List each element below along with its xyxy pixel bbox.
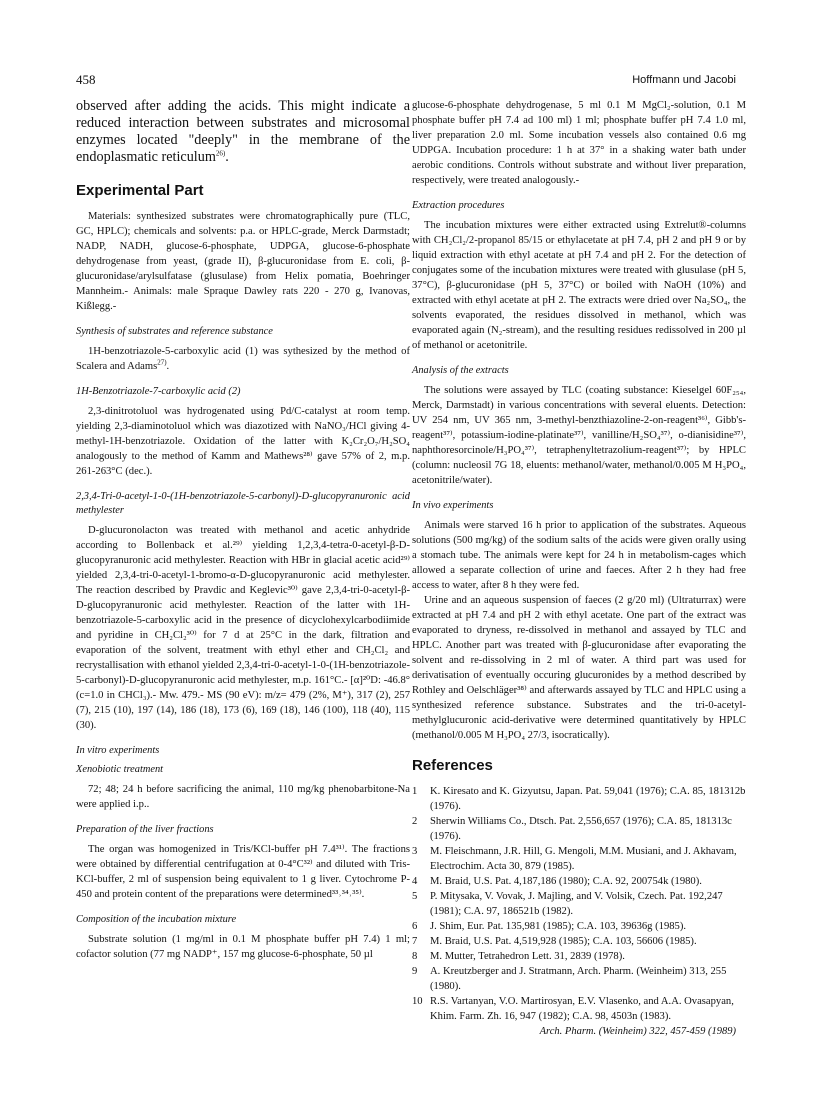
page-number: 458 bbox=[76, 72, 96, 87]
extraction-paragraph: The incubation mixtures were either extracted using Extrelut®-columns with CH₂Cl₂/2-propanol 85/15 or ethylacetate at pH 7.4, pH 2 and pH 9 or by liquid extraction with ethyl acetate at pH 7.4 and pH 2. For the detection of conjugates some of the incubation mixtures were treated with glusulase (pH 5, 37°C), β-glucuronidase (pH 5, 37°C) or boiled with NaOH (10%) and extracted with ethyl acetate at pH 2. The extracts were dried over Na₂SO₄, the solvents evaporated, the residues dissolved in methanol, which was evaporated again (N₂-stream), and the resulting residues redissolved in 200 µl of methanol or acetonitrile. bbox=[412, 220, 746, 351]
incubation-continued: glucose-6-phosphate dehydrogenase, 5 ml 0.1 M MgCl₂-solution, 0.1 M phosphate buffer pH 7.4 ad 100 ml) 1 ml; phosphate buffer pH 7.4 1.0 ml, liver preparation 2.0 ml. Some incubation vessels also contained 0.6 mg UDPGA. Incubation procedure: 1 h at 37° in a shaking water bath under aerobic conditions. Controls without substrate and without liver preparation, respectively, were treated analogously.- bbox=[412, 100, 746, 186]
reference-item bbox=[412, 784, 746, 814]
reference-text: K. Kiresato and K. Gizyutsu, Japan. Pat. 59,041 (1976); C.A. 85, 181312b (1976). bbox=[430, 786, 746, 812]
left-column bbox=[76, 98, 410, 962]
reference-number: 9 bbox=[412, 966, 418, 977]
compound-2-paragraph: 2,3-dinitrotoluol was hydrogenated using Pd/C-catalyst at room temp. yielding 2,3-diaminotoluol which was diazotized with NaNO₃/HCl giving 4-methyl-1H-benzotriazole. Oxidation of the latter with K₂Cr₂O₇/H₂SO₄ analogously to the method of Kamm and Mathews²⁸⁾ gave 57% of 2, m.p. 261-263°C (dec.). bbox=[76, 406, 410, 477]
intro-paragraph bbox=[76, 98, 410, 166]
reference-number: 4 bbox=[412, 876, 418, 887]
reference-item bbox=[412, 934, 746, 949]
compound-3-paragraph: D-glucuronolacton was treated with methanol and acetic anhydride according to Bollenback et al.²⁹⁾ yielding 1,2,3,4-tetra-0-acetyl-β-D-glucopyranuronic acid methylester. Reaction with HBr in glacial acetic acid²⁹⁾ yielded 2,3,4-tri-0-acetyl-1-bromo-α-D-glucopyranuronic acid methylester. The reaction described by Pravdic and Keglevic³⁰⁾ gave 2,3,4-tri-0-acetyl-β-D-glucopyranuronic acid methylester. Reaction of the latter with 1H-benzotriazole-5-carboxylic acid in the presence of dicyclohexylcarbodiimide and pyridine in CH₂Cl₂³⁰⁾ for 7 d at 25°C in the dark, filtration and evaporation of the solvent, treatment with ethyl ether and CH₂Cl₂ and recrystallisation with ethanol yielded 2,3,4-tri-0-acetyl-1-0-(1H-benzotriazole-5-carbonyl)-D-glucopyranuronic acid methylester, m.p. 161°C.- [α]²⁰D: -46.8° (c=1.0 in CHCl₃).- Mw. 479.- MS (90 eV): m/z= 479 (2%, M⁺), 317 (2), 257 (7), 215 (10), 197 (14), 186 (18), 173 (6), 169 (18), 146 (100), 118 (40), 115 (30). bbox=[76, 525, 410, 731]
synthesis-end: . bbox=[166, 361, 170, 372]
reference-number: 6 bbox=[412, 921, 418, 932]
references-list bbox=[412, 784, 746, 1024]
journal-footer: Arch. Pharm. (Weinheim) 322, 457-459 (1989) bbox=[539, 1026, 736, 1037]
reference-text: P. Mitysaka, V. Vovak, J. Majling, and V. Volsik, Czech. Pat. 192,247 (1981); C.A. 97, 186521b (1982). bbox=[430, 891, 723, 917]
intro-end: . bbox=[225, 149, 229, 165]
liver-fractions-paragraph: The organ was homogenized in Tris/KCl-buffer pH 7.4³¹⁾. The fractions were obtained by differential centrifugation at 0-4°C³²⁾ and diluted with Tris-KCl-buffer, 2 ml of suspension being equivalent to 1 g liver. Cytochrome P-450 and protein content of the preparations were determined³³˒³⁴˒³⁵⁾. bbox=[76, 844, 410, 900]
reference-number: 1 bbox=[412, 786, 418, 797]
reference-text: A. Kreutzberger and J. Stratmann, Arch. Pharm. (Weinheim) 313, 255 (1980). bbox=[430, 966, 727, 992]
analysis-heading: Analysis of the extracts bbox=[412, 365, 509, 376]
references-heading: References bbox=[412, 757, 493, 774]
xenobiotic-heading: Xenobiotic treatment bbox=[76, 764, 164, 775]
incubation-paragraph: Substrate solution (1 mg/ml in 0.1 M phosphate buffer pH 7.4) 1 ml; cofactor solution (77 mg NADP⁺, 157 mg glucose-6-phosphate, 50 µl bbox=[76, 934, 410, 960]
intro-ref: 26) bbox=[215, 149, 226, 158]
reference-text: J. Shim, Eur. Pat. 135,981 (1985); C.A. 103, 39636g (1985). bbox=[430, 921, 687, 932]
incubation-heading: Composition of the incubation mixture bbox=[76, 914, 237, 925]
reference-text: M. Braid, U.S. Pat. 4,519,928 (1985); C.A. 103, 56606 (1985). bbox=[430, 936, 697, 947]
in-vivo-paragraph-1: Animals were starved 16 h prior to application of the substrates. Aqueous solutions (500 mg/kg) of the sodium salts of the acids were given orally using a stomach tube. The animals were kept for 24 h in metabolism-cages which allowed a separate collection of urine and faeces. After 2 h they had free access to water, after 8 h they were fed. bbox=[412, 520, 746, 591]
reference-number: 3 bbox=[412, 846, 418, 857]
intro-text: observed after adding the acids. This might indicate a reduced interaction between substrates and microsomal enzymes located "deeply" in the membrane of the endoplasmatic reticulum bbox=[76, 98, 410, 165]
reference-item bbox=[412, 919, 746, 934]
reference-item bbox=[412, 889, 746, 919]
reference-item bbox=[412, 844, 746, 874]
reference-item bbox=[412, 964, 746, 994]
compound-3-heading: 2,3,4-Tri-0-acetyl-1-0-(1H-benzotriazole-5-carbonyl)-D-glucopyranuronic acid methylester bbox=[76, 491, 410, 516]
reference-item bbox=[412, 814, 746, 844]
reference-number: 10 bbox=[412, 996, 423, 1007]
reference-number: 8 bbox=[412, 951, 418, 962]
synthesis-text: 1H-benzotriazole-5-carboxylic acid (1) was sythesized by the method of Scalera and Adams bbox=[76, 346, 410, 372]
materials-paragraph: Materials: synthesized substrates were chromatographically pure (TLC, GC, HPLC); chemicals and solvents: p.a. or HPLC-grade, Merck Darmstadt; NADP, NADH, glucose-6-phosphate, UDPGA, glucose-6-phosphate dehydrogenase from yeast, (grade II), β-glucuronidase from E. coli, β-glucuronidase/arylsulfatase (glusulase) from Helix pomatia, Boehringer Mannheim.- Animals: male Spraque Dawley rats 220 - 270 g, Ivanovas, Kißlegg.- bbox=[76, 211, 410, 312]
reference-item bbox=[412, 994, 746, 1024]
synthesis-paragraph bbox=[76, 344, 410, 374]
reference-number: 5 bbox=[412, 891, 418, 902]
reference-text: M. Braid, U.S. Pat. 4,187,186 (1980); C.A. 92, 200754k (1980). bbox=[430, 876, 702, 887]
reference-number: 7 bbox=[412, 936, 418, 947]
reference-text: M. Mutter, Tetrahedron Lett. 31, 2839 (1978). bbox=[430, 951, 625, 962]
right-column bbox=[412, 98, 746, 1024]
in-vivo-paragraph-2: Urine and an aqueous suspension of faeces (2 g/20 ml) (Ultraturrax) were extracted at pH 7.4 and pH 2 with ethyl acetate. One part of the extract was evaporated to dryness, re-dissolved in methanol and assayed by TLC and HPLC. Another part was treated with β-glucuronidase after evaporating the solvent and re-dissolving in 2 ml of water. A third part was used for derivatisation of eventually occuring glucuronides by a method described by Rothley and Oelschläger³⁸⁾ and afterwards assayed by TLC and HPLC using a synthesized reference substance. Substrates and the tri-0-acetyl-methylglucuronic acid-derivative were determined quantitatively by HPLC (methanol/0.005 M H₃PO₄ 27/3, isocratically). bbox=[412, 595, 746, 741]
reference-text: Sherwin Williams Co., Dtsch. Pat. 2,556,657 (1976); C.A. 85, 181313c (1976). bbox=[430, 816, 732, 842]
extraction-heading: Extraction procedures bbox=[412, 200, 505, 211]
compound-2-heading: 1H-Benzotriazole-7-carboxylic acid (2) bbox=[76, 386, 241, 397]
reference-text: M. Fleischmann, J.R. Hill, G. Mengoli, M.M. Musiani, and J. Akhavam, Electrochim. Acta 30, 879 (1985). bbox=[430, 846, 737, 872]
reference-text: R.S. Vartanyan, V.O. Martirosyan, E.V. Vlasenko, and A.A. Ovasapyan, Khim. Farm. Zh. 16, 947 (1982); C.A. 98, 4503n (1983). bbox=[430, 996, 734, 1022]
running-head-authors: Hoffmann und Jacobi bbox=[632, 74, 736, 86]
liver-fractions-heading: Preparation of the liver fractions bbox=[76, 824, 214, 835]
reference-number: 2 bbox=[412, 816, 418, 827]
in-vitro-heading: In vitro experiments bbox=[76, 745, 160, 756]
xenobiotic-paragraph: 72; 48; 24 h before sacrificing the animal, 110 mg/kg phenobarbitone-Na were applied i.p.. bbox=[76, 784, 410, 810]
analysis-paragraph: The solutions were assayed by TLC (coating substance: Kieselgel 60F₂₅₄, Merck, Darmstadt) in various concentrations with several eluents. Detection: UV 254 nm, UV 365 nm, 3-methyl-benzthiazoline-2-on-reagent³⁶⁾, Gibb's-reagent³⁷⁾, potassium-iodine-platinate³⁷⁾, vanilline/H₂SO₄³⁷⁾, o-dianisidine³⁷⁾, naphthoresorcinole/H₃PO₄³⁷⁾, tetraphenyltetrazolium-reagent³⁷⁾; by HPLC (column: nucleosil 7G 18, eluents: methanol/water, methanol/0.005 M H₃PO₄, acetonitrile/water). bbox=[412, 385, 746, 486]
reference-item bbox=[412, 874, 746, 889]
experimental-heading: Experimental Part bbox=[76, 182, 204, 199]
reference-item bbox=[412, 949, 746, 964]
in-vivo-heading: In vivo experiments bbox=[412, 500, 494, 511]
synthesis-heading: Synthesis of substrates and reference substance bbox=[76, 326, 273, 337]
synthesis-ref: 27) bbox=[157, 358, 167, 367]
